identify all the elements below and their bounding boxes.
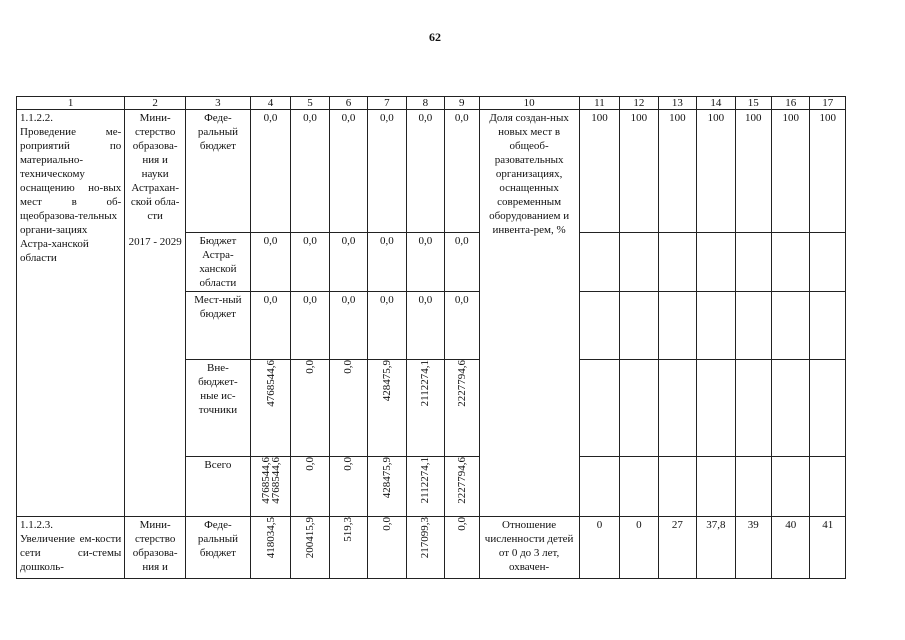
column-number: 7 — [368, 97, 406, 110]
empty-cell — [697, 233, 735, 292]
empty-cell — [658, 457, 696, 517]
target-cell: 100 — [620, 110, 658, 233]
value-text: 0,0 — [342, 457, 355, 471]
target-cell: 41 — [810, 517, 846, 579]
source-label: Всего — [186, 457, 251, 517]
value-text: 428475,9 — [380, 360, 393, 402]
empty-cell — [697, 457, 735, 517]
column-number: 9 — [445, 97, 479, 110]
measure-code: 1.1.2.3. — [20, 519, 53, 531]
empty-cell — [620, 457, 658, 517]
value-cell — [406, 517, 444, 579]
value-cell — [329, 517, 367, 579]
empty-cell — [810, 233, 846, 292]
column-number: 11 — [579, 97, 619, 110]
program-table — [16, 96, 846, 579]
value-cell: 0,0 — [445, 233, 479, 292]
value-cell: 0,0 — [291, 110, 329, 233]
column-number: 15 — [735, 97, 771, 110]
value-cell — [368, 457, 406, 517]
column-number: 1 — [17, 97, 125, 110]
empty-cell — [735, 457, 771, 517]
value-text: 4768544,6 — [264, 360, 277, 407]
empty-cell — [579, 457, 619, 517]
value-cell: 0,0 — [368, 292, 406, 360]
value-text: 2112274,1 — [419, 457, 432, 504]
source-label: Феде-ральный бюджет — [186, 110, 251, 233]
value-cell: 0,0 — [250, 233, 290, 292]
empty-cell — [579, 233, 619, 292]
empty-cell — [771, 233, 809, 292]
value-cell: 0,0 — [368, 110, 406, 233]
value-cell: 0,0 — [329, 292, 367, 360]
executor-name: Мини-стерство образова-ния и — [132, 519, 178, 573]
measure-name: Увеличение ем-кости сети си-стемы дошколь- — [20, 533, 122, 573]
table-row — [17, 110, 846, 233]
empty-cell — [620, 292, 658, 360]
value-cell — [406, 457, 444, 517]
value-text: 2227794,6 — [455, 457, 468, 504]
value-cell — [250, 517, 290, 579]
value-cell — [445, 517, 479, 579]
empty-cell — [658, 360, 696, 457]
value-cell: 0,0 — [406, 233, 444, 292]
empty-cell — [771, 292, 809, 360]
column-number: 13 — [658, 97, 696, 110]
column-number: 12 — [620, 97, 658, 110]
column-number: 16 — [771, 97, 809, 110]
years-period: 2017 - 2029 — [128, 236, 182, 248]
executor-cell — [125, 517, 186, 579]
value-cell: 0,0 — [291, 292, 329, 360]
value-cell — [329, 457, 367, 517]
indicator-cell: Отношение численности детей от 0 до 3 лет, охвачен- — [479, 517, 579, 579]
executor-cell — [125, 110, 186, 517]
target-cell: 0 — [579, 517, 619, 579]
column-number: 2 — [125, 97, 186, 110]
value-cell: 0,0 — [329, 233, 367, 292]
value-text: 519,3 — [342, 517, 355, 542]
value-cell — [291, 457, 329, 517]
empty-cell — [735, 360, 771, 457]
value-text: 4768544,6 — [259, 457, 272, 504]
empty-cell — [697, 360, 735, 457]
value-cell — [445, 457, 479, 517]
target-cell: 40 — [771, 517, 809, 579]
empty-cell — [658, 292, 696, 360]
value-cell — [329, 360, 367, 457]
column-number: 6 — [329, 97, 367, 110]
value-cell: 0,0 — [329, 110, 367, 233]
target-cell: 39 — [735, 517, 771, 579]
value-cell: 0,0 — [291, 233, 329, 292]
empty-cell — [620, 233, 658, 292]
value-cell — [291, 517, 329, 579]
value-text: 217099,3 — [419, 517, 432, 559]
value-text: 0,0 — [455, 517, 468, 531]
column-number: 10 — [479, 97, 579, 110]
source-label: Бюджет Астра-ханской области — [186, 233, 251, 292]
target-cell: 100 — [658, 110, 696, 233]
column-number: 5 — [291, 97, 329, 110]
target-cell: 100 — [810, 110, 846, 233]
empty-cell — [697, 292, 735, 360]
measure-cell — [17, 110, 125, 517]
target-cell: 100 — [579, 110, 619, 233]
target-cell: 100 — [735, 110, 771, 233]
column-number: 4 — [250, 97, 290, 110]
value-cell — [406, 360, 444, 457]
empty-cell — [620, 360, 658, 457]
column-number: 17 — [810, 97, 846, 110]
target-cell: 100 — [771, 110, 809, 233]
measure-cell — [17, 517, 125, 579]
value-cell — [368, 360, 406, 457]
value-cell: 0,0 — [445, 110, 479, 233]
target-cell: 27 — [658, 517, 696, 579]
indicator-cell: Доля создан-ных новых мест в общеоб-разовательных организациях, оснащенных современным оборудованием и инвента-рем, % — [479, 110, 579, 517]
value-cell: 0,0 — [250, 110, 290, 233]
value-text: 0,0 — [304, 457, 316, 471]
value-text: 418034,5 — [264, 517, 277, 559]
value-text: 200415,9 — [304, 517, 316, 559]
empty-cell — [579, 292, 619, 360]
table-row — [17, 517, 846, 579]
measure-code: 1.1.2.2. — [20, 112, 53, 124]
column-numbers-row — [17, 97, 846, 110]
column-number: 3 — [186, 97, 251, 110]
empty-cell — [810, 360, 846, 457]
target-cell: 37,8 — [697, 517, 735, 579]
empty-cell — [735, 233, 771, 292]
empty-cell — [771, 457, 809, 517]
value-cell — [445, 360, 479, 457]
value-text: 0,0 — [342, 360, 355, 374]
value-cell: 0,0 — [406, 292, 444, 360]
empty-cell — [810, 292, 846, 360]
value-cell — [250, 360, 290, 457]
column-number: 14 — [697, 97, 735, 110]
empty-cell — [735, 292, 771, 360]
empty-cell — [579, 360, 619, 457]
value-text: 0,0 — [304, 360, 316, 374]
value-cell — [250, 457, 290, 517]
column-number: 8 — [406, 97, 444, 110]
value-cell: 0,0 — [445, 292, 479, 360]
source-label: Феде-ральный бюджет — [186, 517, 251, 579]
value-text: 0,0 — [380, 517, 393, 531]
empty-cell — [771, 360, 809, 457]
source-label: Мест-ный бюджет — [186, 292, 251, 360]
value-text: 428475,9 — [380, 457, 393, 499]
page-number: 62 — [429, 30, 441, 44]
empty-cell — [658, 233, 696, 292]
value-text: 2112274,1 — [419, 360, 432, 407]
source-label: Вне-бюджет-ные ис-точники — [186, 360, 251, 457]
value-text: 4768544,6 — [269, 457, 282, 504]
measure-name: Проведение ме-роприятий по материально-техническому оснащению но-вых мест в об-щеобразова-тельных органи-зациях Астра-ханской области — [20, 126, 122, 264]
value-cell — [368, 517, 406, 579]
value-cell: 0,0 — [368, 233, 406, 292]
executor-name: Мини-стерство образова-ния и науки Астрахан-ской обла-сти — [130, 112, 180, 222]
value-cell — [291, 360, 329, 457]
value-text: 2227794,6 — [455, 360, 468, 407]
empty-cell — [810, 457, 846, 517]
target-cell: 0 — [620, 517, 658, 579]
value-cell: 0,0 — [406, 110, 444, 233]
target-cell: 100 — [697, 110, 735, 233]
value-cell: 0,0 — [250, 292, 290, 360]
